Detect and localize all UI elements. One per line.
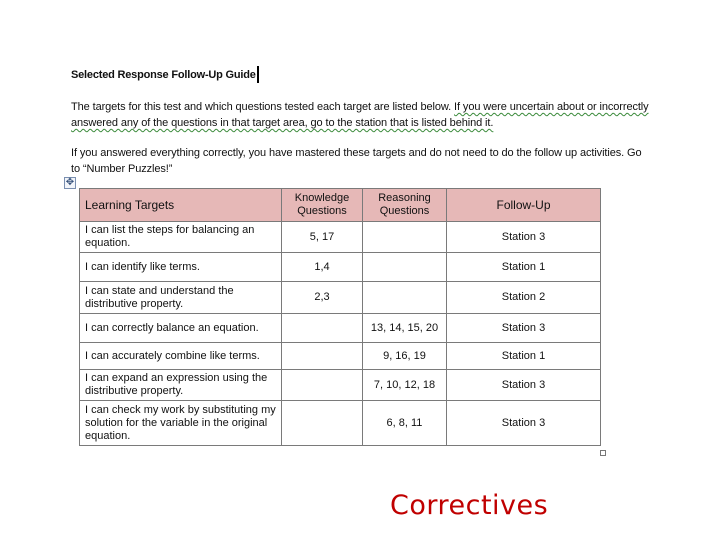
reasoning-cell: 7, 10, 12, 18 xyxy=(363,370,447,401)
table-row xyxy=(80,222,601,253)
table-resize-handle[interactable] xyxy=(600,450,606,456)
table-row xyxy=(80,314,601,343)
knowledge-cell: 1,4 xyxy=(282,253,363,282)
intro-paragraph xyxy=(71,99,651,131)
knowledge-cell: 2,3 xyxy=(282,282,363,314)
header-follow-up: Follow-Up xyxy=(447,189,601,222)
header-learning-targets: Learning Targets xyxy=(80,189,282,222)
reasoning-cell: 9, 16, 19 xyxy=(363,343,447,370)
follow-up-table xyxy=(79,188,601,446)
followup-cell: Station 1 xyxy=(447,253,601,282)
instruction-paragraph: If you answered everything correctly, you have mastered these targets and do not need to do the follow up activities. Go to “Number Puzzles!” xyxy=(71,147,642,175)
followup-cell: Station 2 xyxy=(447,282,601,314)
table-row xyxy=(80,282,601,314)
reasoning-cell xyxy=(363,222,447,253)
knowledge-cell xyxy=(282,401,363,446)
target-cell: I can list the steps for balancing an equation. xyxy=(80,222,282,253)
table-row xyxy=(80,401,601,446)
target-cell: I can state and understand the distributive property. xyxy=(80,282,282,314)
table-row xyxy=(80,370,601,401)
table-move-handle-icon[interactable]: ✥ xyxy=(65,177,75,188)
followup-cell: Station 1 xyxy=(447,343,601,370)
correctives-caption: Correctives xyxy=(390,490,549,521)
followup-cell: Station 3 xyxy=(447,370,601,401)
followup-cell: Station 3 xyxy=(447,401,601,446)
target-cell: I can correctly balance an equation. xyxy=(80,314,282,343)
knowledge-cell xyxy=(282,370,363,401)
followup-cell: Station 3 xyxy=(447,222,601,253)
knowledge-cell xyxy=(282,314,363,343)
target-cell: I can accurately combine like terms. xyxy=(80,343,282,370)
knowledge-cell xyxy=(282,343,363,370)
target-cell: I can identify like terms. xyxy=(80,253,282,282)
target-cell: I can expand an expression using the distributive property. xyxy=(80,370,282,401)
header-reasoning-questions: Reasoning Questions xyxy=(363,189,447,222)
target-cell: I can check my work by substituting my solution for the variable in the original equation. xyxy=(80,401,282,446)
reasoning-cell xyxy=(363,282,447,314)
knowledge-cell: 5, 17 xyxy=(282,222,363,253)
followup-cell: Station 3 xyxy=(447,314,601,343)
table-row xyxy=(80,253,601,282)
intro-text: The targets for this test and which questions tested each target are listed below. xyxy=(71,101,455,113)
reasoning-cell xyxy=(363,253,447,282)
grammar-marked-text: If you were uncertain about or incorrectly answered any of the questions in that target area, go to the station that is listed behind it. xyxy=(71,101,649,129)
document-title: Selected Response Follow-Up Guide xyxy=(71,69,256,81)
reasoning-cell: 6, 8, 11 xyxy=(363,401,447,446)
text-cursor xyxy=(257,66,259,83)
table-row xyxy=(80,343,601,370)
reasoning-cell: 13, 14, 15, 20 xyxy=(363,314,447,343)
header-knowledge-questions: Knowledge Questions xyxy=(282,189,363,222)
table-header-row xyxy=(80,189,601,222)
